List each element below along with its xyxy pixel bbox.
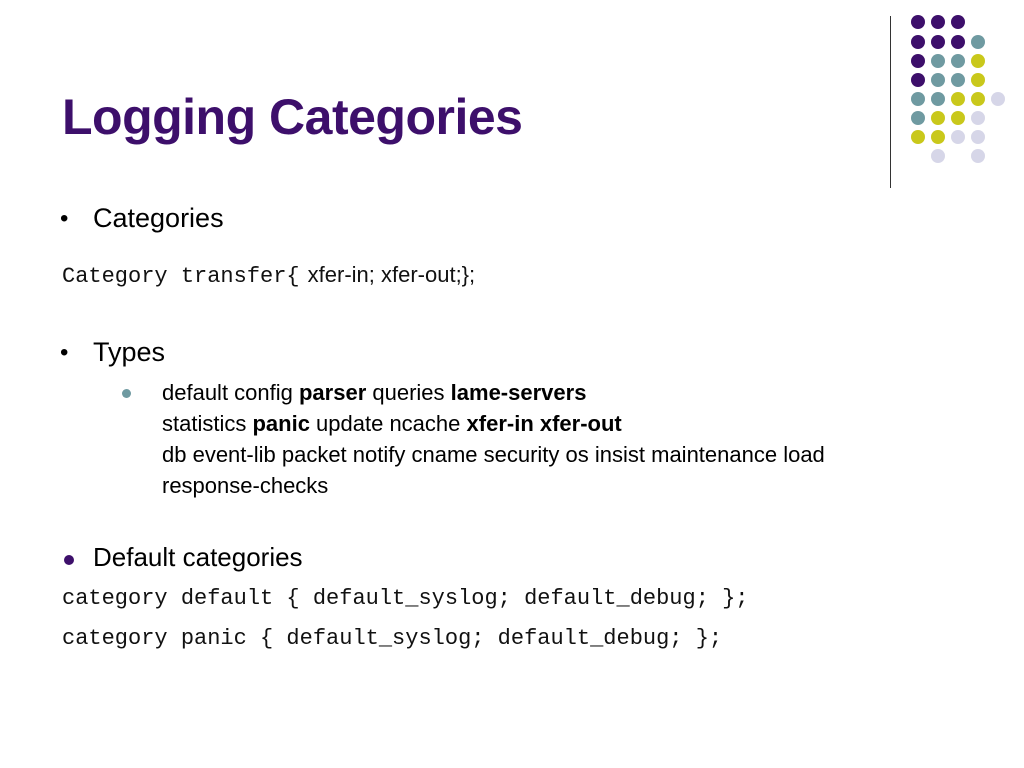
decorative-dot [931, 35, 945, 49]
types-line-2: statistics panic update ncache xfer-in xfer-out [162, 411, 622, 436]
decorative-dot [971, 149, 985, 163]
divider-line [890, 16, 891, 188]
bullet-marker-default [64, 555, 74, 565]
decorative-dot [971, 54, 985, 68]
types-line-3: db event-lib packet notify cname security os insist maintenance load [162, 442, 825, 467]
bullet-marker: • [60, 338, 69, 366]
decorative-dot [931, 149, 945, 163]
decorative-dot [911, 35, 925, 49]
decorative-dot [911, 111, 925, 125]
types-list [128, 377, 825, 501]
decorative-dot [911, 15, 925, 29]
code-mono: Category transfer{ [62, 264, 300, 289]
decorative-dot [951, 54, 965, 68]
decorative-dot [911, 130, 925, 144]
decorative-dot [951, 35, 965, 49]
code-category-default: category default { default_syslog; default_debug; }; [62, 586, 749, 611]
decorative-dot [911, 54, 925, 68]
decorative-dot [931, 111, 945, 125]
bullet-label: Types [93, 337, 166, 367]
types-line-4: response-checks [162, 473, 329, 498]
bullet-types [60, 337, 165, 368]
decorative-dot [911, 92, 925, 106]
decorative-dot [971, 92, 985, 106]
types-line-1: default config parser queries lame-servers [162, 380, 587, 405]
bullet-marker: • [60, 204, 69, 232]
decorative-dot [931, 54, 945, 68]
decorative-dot [931, 130, 945, 144]
code-tail: xfer-in; xfer-out;}; [307, 262, 476, 287]
sub-bullet-marker [122, 389, 131, 398]
decorative-dot [971, 111, 985, 125]
decorative-dot [951, 92, 965, 106]
decorative-dot [951, 15, 965, 29]
decorative-dot [931, 92, 945, 106]
decorative-dot [931, 15, 945, 29]
bullet-categories [60, 203, 224, 234]
bullet-label: Categories [93, 203, 224, 233]
decorative-dot [951, 130, 965, 144]
code-category-transfer [62, 262, 475, 289]
decorative-dot [971, 35, 985, 49]
decorative-dot [971, 73, 985, 87]
decorative-dot [911, 73, 925, 87]
code-category-panic: category panic { default_syslog; default_debug; }; [62, 626, 723, 651]
decorative-dot [991, 92, 1005, 106]
decorative-dot [971, 130, 985, 144]
decorative-dot [951, 111, 965, 125]
bullet-default-categories: Default categories [93, 542, 303, 572]
decorative-dot [931, 73, 945, 87]
decorative-dot [951, 73, 965, 87]
slide-title: Logging Categories [62, 89, 523, 145]
